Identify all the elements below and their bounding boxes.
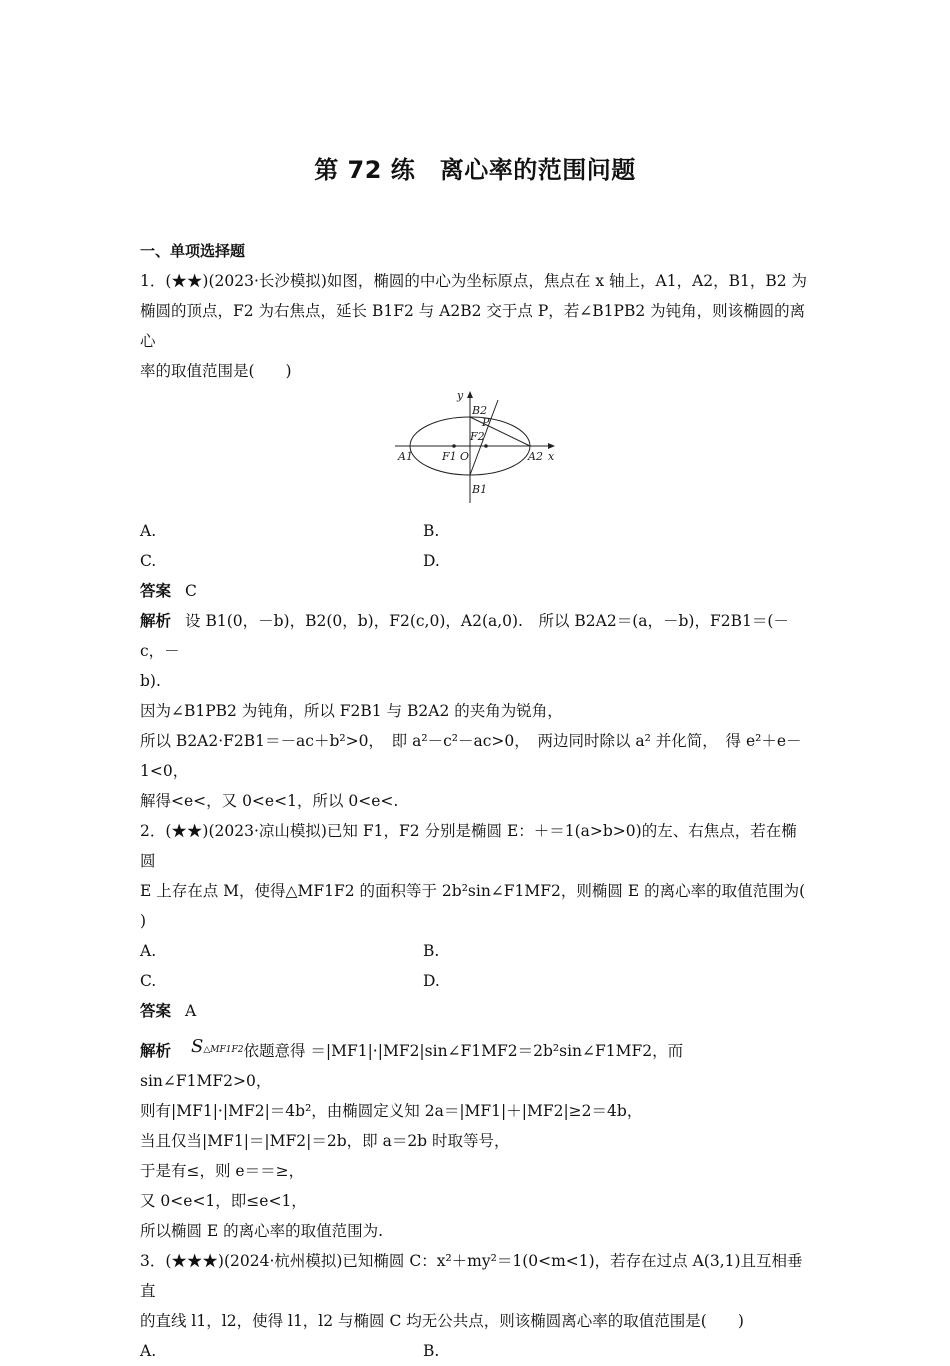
label-f1: F1 — [442, 450, 457, 463]
q1-analysis-label: 解析 — [140, 612, 172, 630]
q2-analysis-label: 解析 — [140, 1042, 172, 1060]
q2-line-3: ) — [140, 912, 147, 930]
q2-line-1: 2．(★★)(2023·凉山模拟)已知 F1，F2 分别是椭圆 E：＋＝1(a>b>0)的左、右焦点，若在椭圆 — [140, 822, 797, 870]
q2-option-b[interactable]: B. — [423, 942, 440, 960]
q2-answer — [140, 996, 810, 1026]
q2-option-c[interactable]: C. — [140, 972, 157, 990]
point-f1 — [452, 444, 456, 448]
q3-line-1: 3．(★★★)(2024·杭州模拟)已知椭圆 C：x²＋my²＝1(0<m<1)，若存在过点 A(3,1)且互相垂直 — [140, 1252, 803, 1300]
content-body — [140, 236, 810, 1366]
q2-options-row-2 — [140, 966, 810, 996]
q1-line-1: 1．(★★)(2023·长沙模拟)如图，椭圆的中心为坐标原点，焦点在 x 轴上，A1，A2，B1，B2 为 — [140, 272, 808, 290]
label-y: y — [457, 389, 464, 402]
q1-options-row-2 — [140, 546, 810, 576]
label-o: O — [460, 450, 470, 463]
y-axis-arrow — [467, 391, 473, 398]
label-f2: F2 — [470, 430, 485, 443]
q1-answer-value: C — [185, 582, 197, 600]
q2-analysis-1 — [140, 1032, 810, 1096]
q3-option-a[interactable]: A. — [140, 1342, 157, 1360]
page-title: 第 72 练 离心率的范围问题 — [314, 156, 636, 184]
q3-option-b[interactable]: B. — [423, 1342, 440, 1360]
q2-analysis-4: 于是有≤，则 e＝＝≥， — [140, 1162, 305, 1180]
q1-analysis-4: 所以 B2A2·F2B1＝－ac＋b²>0， 即 a²－c²－ac>0， 两边同时除以 a² 并化简， 得 e²＋e－ — [140, 732, 802, 750]
label-b1: B1 — [472, 483, 488, 496]
q2-answer-value: A — [185, 1002, 197, 1020]
q1-answer — [140, 576, 810, 606]
q3-options-row-1 — [140, 1336, 810, 1366]
q1-analysis-2: b). — [140, 672, 161, 690]
label-a1: A1 — [398, 450, 413, 463]
ellipse-figure — [140, 386, 810, 516]
q1-analysis-5: 1<0， — [140, 762, 189, 780]
q2-line-2: E 上存在点 M，使得△MF1F2 的面积等于 2b²sin∠F1MF2，则椭圆 E 的离心率的取值范围为( — [140, 882, 806, 900]
q1-answer-label: 答案 — [140, 582, 172, 600]
q1-option-c[interactable]: C. — [140, 552, 157, 570]
x-axis-arrow — [548, 443, 555, 449]
q2-analysis-5: 又 0<e<1，即≤e<1， — [140, 1192, 307, 1210]
q1-option-a[interactable]: A. — [140, 522, 157, 540]
q2-analysis-2: 则有|MF1|·|MF2|＝4b²，由椭圆定义知 2a＝|MF1|＋|MF2|≥2＝4b， — [140, 1102, 643, 1120]
q1-line-3: 率的取值范围是( ) — [140, 362, 292, 380]
area-symbol — [191, 1032, 243, 1065]
area-symbol-subscript: △MF1F2 — [203, 1045, 244, 1055]
q2-answer-label: 答案 — [140, 1002, 172, 1020]
q1-option-d[interactable]: D. — [423, 552, 440, 570]
label-x: x — [548, 450, 555, 463]
q1-analysis-3: 因为∠B1PB2 为钝角，所以 F2B1 与 B2A2 的夹角为锐角， — [140, 702, 563, 720]
q1-analysis-1 — [140, 606, 810, 666]
label-a2: A2 — [528, 450, 543, 463]
label-b2: B2 — [472, 404, 488, 417]
q1-options-row-1 — [140, 516, 810, 546]
q1-analysis-6: 解得<e<，又 0<e<1，所以 0<e<. — [140, 792, 399, 810]
q2-analysis-6: 所以椭圆 E 的离心率的取值范围为. — [140, 1222, 384, 1240]
q3-line-2: 的直线 l1，l2，使得 l1，l2 与椭圆 C 均无公共点，则该椭圆离心率的取值范围是( ) — [140, 1312, 744, 1330]
q2-option-a[interactable]: A. — [140, 942, 157, 960]
q2-options-row-1 — [140, 936, 810, 966]
q1-line-2: 椭圆的顶点，F2 为右焦点，延长 B1F2 与 A2B2 交于点 P，若∠B1PB2 为钝角，则该椭圆的离心 — [140, 302, 806, 350]
q2-analysis-3: 当且仅当|MF1|＝|MF2|＝2b，即 a＝2b 时取等号， — [140, 1132, 510, 1150]
area-symbol-s: S — [191, 1036, 204, 1057]
ellipse-diagram — [390, 388, 560, 508]
point-f2 — [484, 444, 488, 448]
q2-analysis-text-1: 依题意得 ＝|MF1|·|MF2|sin∠F1MF2＝2b²sin∠F1MF2，而 sin∠F1MF2>0， — [140, 1042, 684, 1090]
section-heading: 一、单项选择题 — [140, 242, 246, 260]
q2-option-d[interactable]: D. — [423, 972, 440, 990]
q1-option-b[interactable]: B. — [423, 522, 440, 540]
q1-analysis-text-1: 设 B1(0，－b)，B2(0，b)，F2(c,0)，A2(a,0). 所以 B2A2＝(a，－b)，F2B1＝(－c，－ — [140, 612, 789, 660]
label-p: P — [482, 416, 490, 429]
